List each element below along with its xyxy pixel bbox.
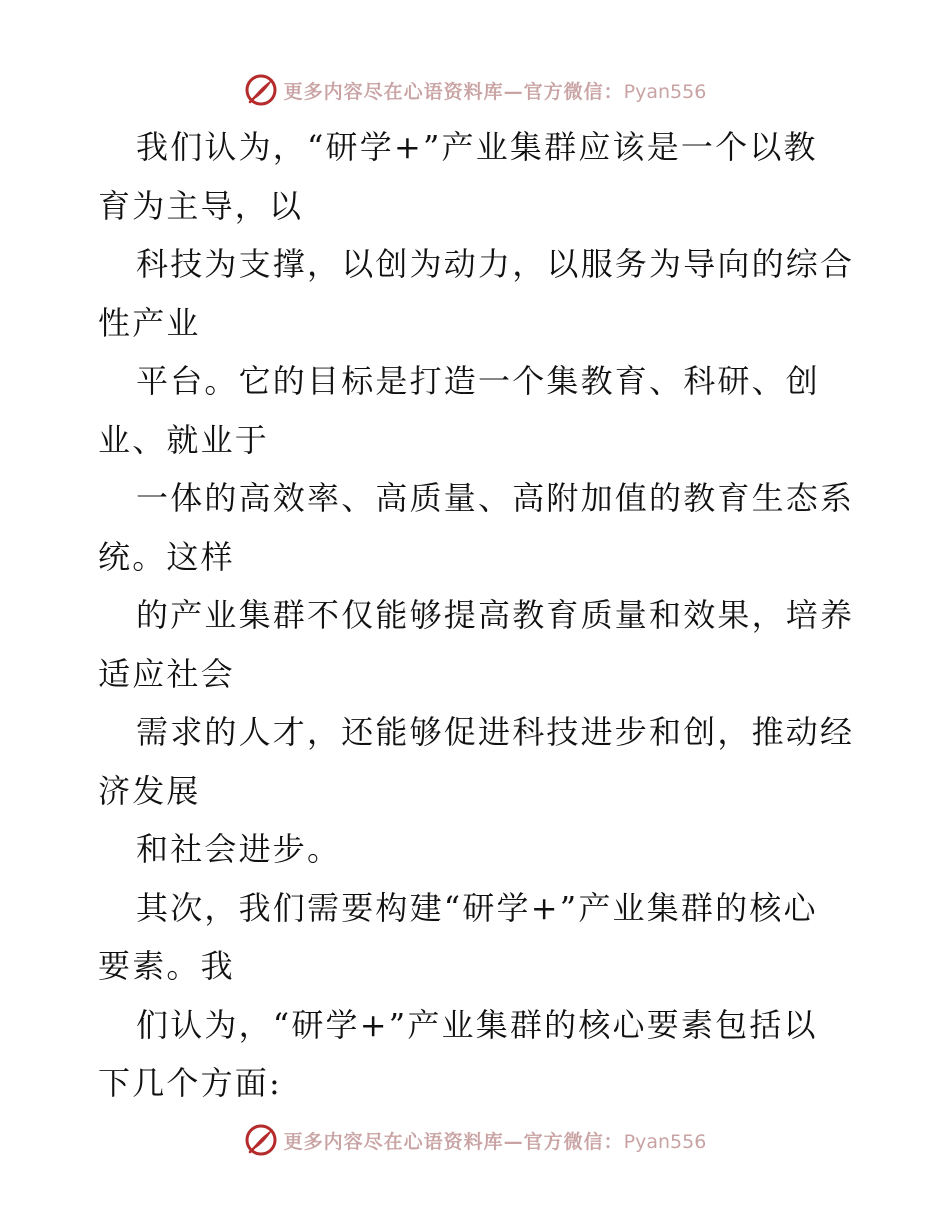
body-line: 统。这样 [98, 537, 235, 576]
document-body [98, 118, 858, 1113]
watermark-label: 更多内容尽在心语资料库—官方微信： [283, 80, 624, 103]
watermark-wechat-id: Pyan556 [623, 80, 707, 103]
body-line: 的产业集群不仅能够提高教育质量和效果，培养 [136, 596, 855, 634]
body-line: 需求的人才，还能够促进科技进步和创，推动经 [136, 713, 855, 751]
feather-pen-logo-icon [244, 73, 278, 107]
body-line: 们认为，“研学+”产业集群的核心要素包括以 [136, 1005, 818, 1044]
body-line: 我们认为，“研学+”产业集群应该是一个以教 [136, 128, 818, 166]
body-line: 性产业 [98, 303, 201, 342]
body-line: 和社会进步。 [136, 830, 342, 868]
body-line: 其次，我们需要构建“研学+”产业集群的核心 [136, 888, 818, 927]
footer-watermark [0, 1120, 950, 1160]
body-line: 要素。我 [98, 947, 235, 985]
watermark-wechat-id: Pyan556 [623, 1130, 707, 1153]
watermark-text [284, 77, 707, 104]
body-line: 科技为支撑，以创为动力，以服务为导向的综合 [136, 245, 855, 283]
body-line: 业、就业于 [98, 420, 270, 459]
body-line: 平台。它的目标是打造一个集教育、科研、创 [136, 362, 821, 400]
body-line: 济发展 [98, 771, 201, 810]
watermark-text [284, 1127, 707, 1154]
footer-watermark-inner [244, 1123, 707, 1157]
body-line: 一体的高效率、高质量、高附加值的教育生态系 [136, 479, 855, 517]
body-line: 下几个方面: [98, 1064, 282, 1102]
feather-pen-logo-icon [244, 1123, 278, 1157]
header-watermark-inner [244, 73, 707, 107]
body-line: 育为主导，以 [98, 186, 304, 225]
watermark-label: 更多内容尽在心语资料库—官方微信： [283, 1130, 624, 1153]
body-line: 适应社会 [98, 654, 235, 693]
header-watermark [0, 70, 950, 110]
